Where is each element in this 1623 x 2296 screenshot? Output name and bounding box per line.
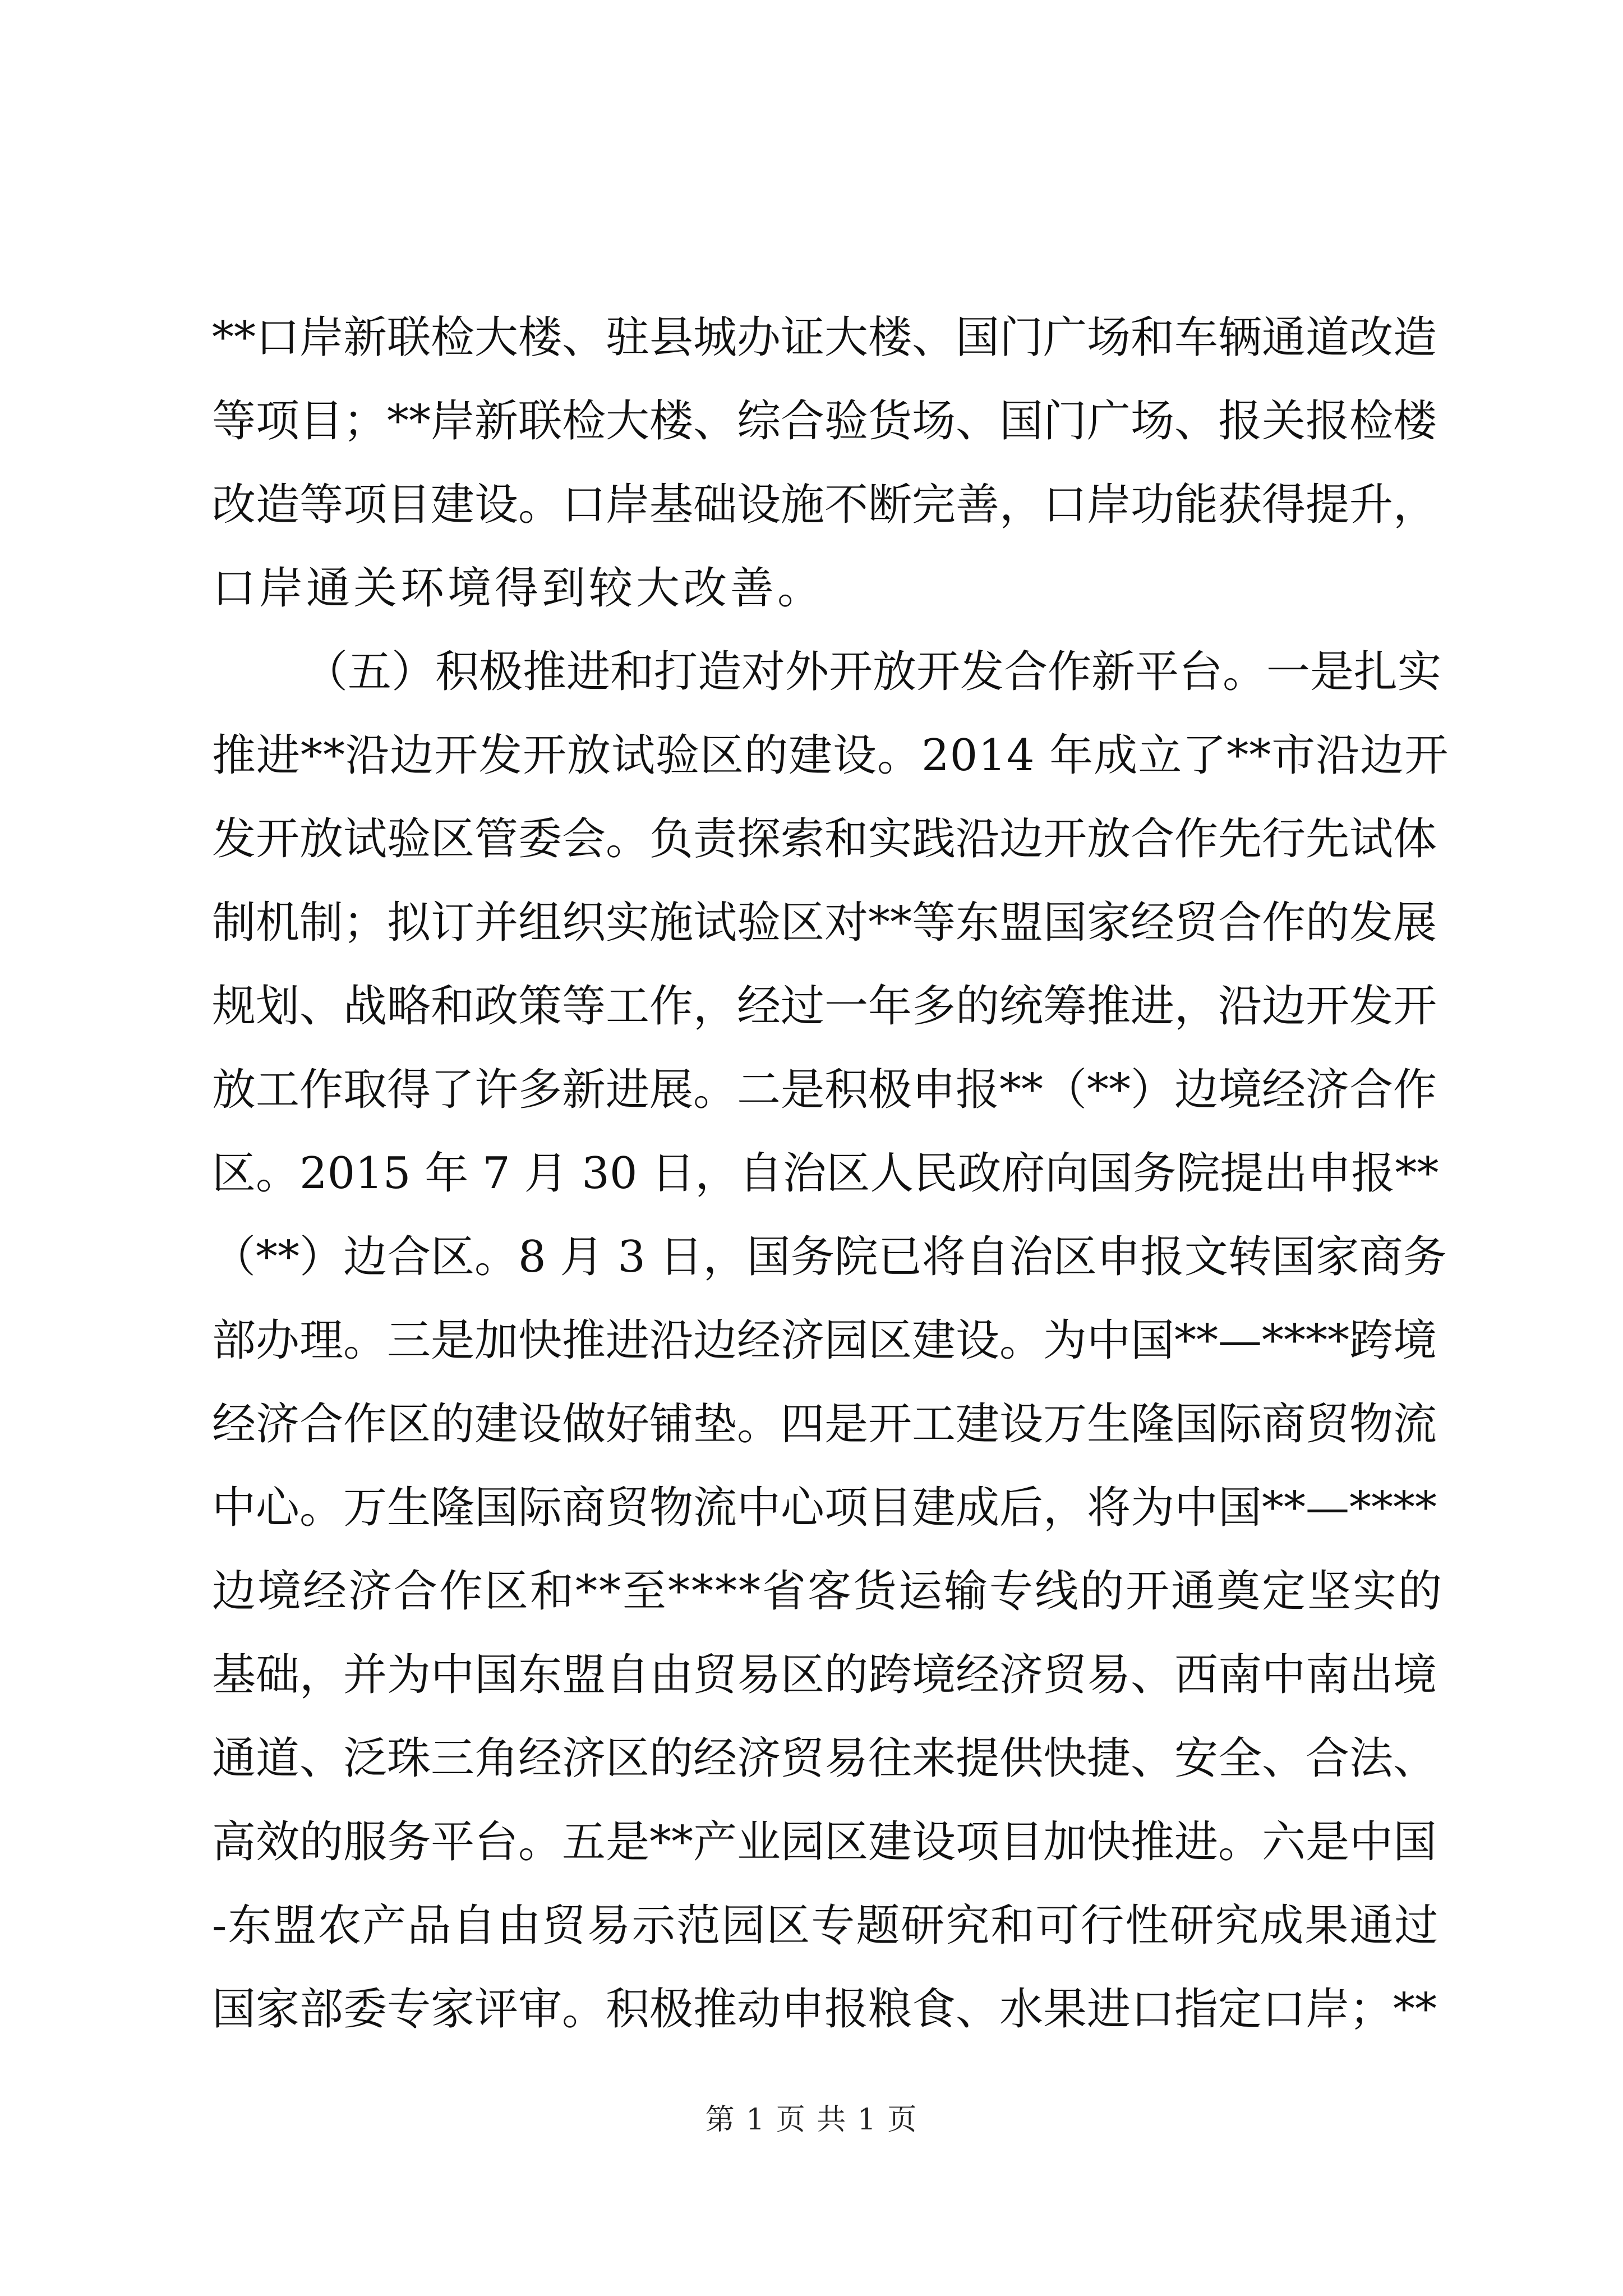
- text-line: 制机制；拟订并组织实施试验区对**等东盟国家经贸合作的发展: [212, 898, 1437, 948]
- page-footer: 第 1 页 共 1 页: [705, 2103, 918, 2137]
- text-line: 经济合作区的建设做好铺垫。四是开工建设万生隆国际商贸物流: [212, 1399, 1437, 1450]
- text-line: 边境经济合作区和**至****省客货运输专线的开通奠定坚实的: [212, 1566, 1444, 1617]
- text-line: 基础，并为中国东盟自由贸易区的跨境经济贸易、西南中南出境: [212, 1650, 1437, 1700]
- text-line: 规划、战略和政策等工作，经过一年多的统筹推进，沿边开发开: [212, 981, 1437, 1032]
- text-line: 口岸通关环境得到较大改善。: [212, 563, 825, 614]
- text-line: 高效的服务平台。五是**产业园区建设项目加快推进。六是中国: [212, 1817, 1437, 1867]
- text-line: 发开放试验区管委会。负责探索和实践沿边开放合作先行先试体: [212, 814, 1437, 864]
- text-line: 等项目；**岸新联检大楼、综合验货场、国门广场、报关报检楼: [212, 396, 1437, 447]
- text-line: 通道、泛珠三角经济区的经济贸易往来提供快捷、安全、合法、: [212, 1733, 1437, 1784]
- text-line: 国家部委专家评审。积极推动申报粮食、水果进口指定口岸；**: [212, 1984, 1437, 2035]
- text-line: 推进**沿边开发开放试验区的建设。2014 年成立了**市沿边开: [212, 730, 1449, 781]
- text-line: 放工作取得了许多新进展。二是积极申报**（**）边境经济合作: [212, 1065, 1437, 1115]
- text-line: -东盟农产品自由贸易示范园区专题研究和可行性研究成果通过: [212, 1901, 1440, 1951]
- text-line: （**）边合区。8 月 3 日，国务院已将自治区申报文转国家商务: [212, 1232, 1447, 1282]
- text-line: 改造等项目建设。口岸基础设施不断完善，口岸功能获得提升，: [212, 480, 1437, 530]
- paragraph-first-line: （五）积极推进和打造对外开放开发合作新平台。一是扎实: [304, 647, 1442, 697]
- text-line: 中心。万生隆国际商贸物流中心项目建成后，将为中国**—****: [212, 1483, 1437, 1533]
- text-line: **口岸新联检大楼、驻县城办证大楼、国门广场和车辆通道改造: [212, 312, 1437, 363]
- text-line: 部办理。三是加快推进沿边经济园区建设。为中国**—****跨境: [212, 1315, 1437, 1366]
- text-line: 区。2015 年 7 月 30 日，自治区人民政府向国务院提出申报**: [212, 1148, 1439, 1199]
